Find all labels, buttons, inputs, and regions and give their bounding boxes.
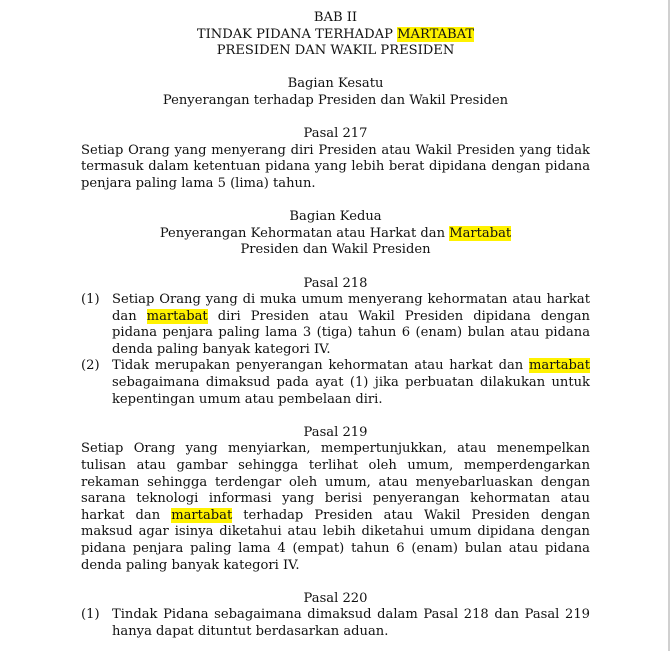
chapter-title-line2: PRESIDEN DAN WAKIL PRESIDEN	[216, 43, 455, 59]
section-label: Bagian Kesatu	[287, 76, 384, 92]
article-219	[81, 425, 590, 574]
article-text: Setiap Orang yang menyiarkan, mempertunjukkan, atau menempelkan tulisan atau gambar sehingga terlihat oleh umum, memperdengarkan rekaman sehingga terdengar oleh umum, atau menyebarluaskan dengan sarana teknologi informasi yang berisi penyerangan kehormatan atau harkat dan martabat terhadap Presiden atau Wakil Presiden dengan maksud agar isinya diketahui atau lebih diketahui umum dipidana dengan pidana penjara paling lama 4 (empat) tahun 6 (enam) bulan atau pidana denda paling banyak kategori IV.	[81, 441, 590, 573]
section-title-line2: Presiden dan Wakil Presiden	[240, 242, 431, 258]
highlight-martabat: martabat	[146, 308, 208, 324]
article-220	[81, 591, 590, 641]
section-title: Penyerangan Kehormatan atau Harkat dan Martabat	[159, 225, 512, 241]
highlight-martabat: MARTABAT	[397, 26, 475, 42]
document-body	[81, 10, 590, 641]
article-217	[81, 126, 590, 192]
section-heading-2	[81, 209, 590, 259]
clause-number: (1)	[81, 607, 100, 623]
clause-number: (1)	[81, 292, 100, 308]
article-label: Pasal 220	[303, 590, 368, 606]
clause-number: (2)	[81, 358, 100, 374]
article-218	[81, 276, 590, 409]
chapter-heading	[81, 10, 590, 60]
highlight-martabat: martabat	[171, 507, 233, 523]
clause-text: Setiap Orang yang di muka umum menyerang kehormatan atau harkat dan martabat diri Presiden atau Wakil Presiden dipidana dengan pidana penjara paling lama 3 (tiga) tahun 6 (enam) bulan atau pidana denda paling banyak kategori IV.	[112, 292, 590, 357]
section-heading-1	[81, 76, 590, 109]
chapter-title: TINDAK PIDANA TERHADAP MARTABAT	[196, 26, 475, 42]
article-label: Pasal 219	[303, 424, 368, 440]
article-text: Setiap Orang yang menyerang diri Presiden atau Wakil Presiden yang tidak termasuk dalam ketentuan pidana yang lebih berat dipidana dengan pidana penjara paling lama 5 (lima) tahun.	[81, 142, 590, 191]
article-clause	[81, 358, 590, 408]
chapter-label: BAB II	[313, 10, 358, 25]
article-clause	[81, 607, 590, 640]
article-label: Pasal 217	[303, 126, 368, 142]
section-title: Penyerangan terhadap Presiden dan Wakil Presiden	[162, 92, 509, 108]
clause-text: Tidak merupakan penyerangan kehormatan atau harkat dan martabat sebagaimana dimaksud pada ayat (1) jika perbuatan dilakukan untuk kepentingan umum atau pembelaan diri.	[112, 358, 590, 407]
section-label: Bagian Kedua	[289, 209, 382, 225]
article-label: Pasal 218	[303, 275, 368, 291]
highlight-martabat: martabat	[529, 358, 590, 374]
clause-text: Tindak Pidana sebagaimana dimaksud dalam Pasal 218 dan Pasal 219 hanya dapat dituntut berdasarkan aduan.	[112, 607, 590, 639]
article-clause	[81, 292, 590, 358]
highlight-martabat: Martabat	[449, 225, 512, 241]
